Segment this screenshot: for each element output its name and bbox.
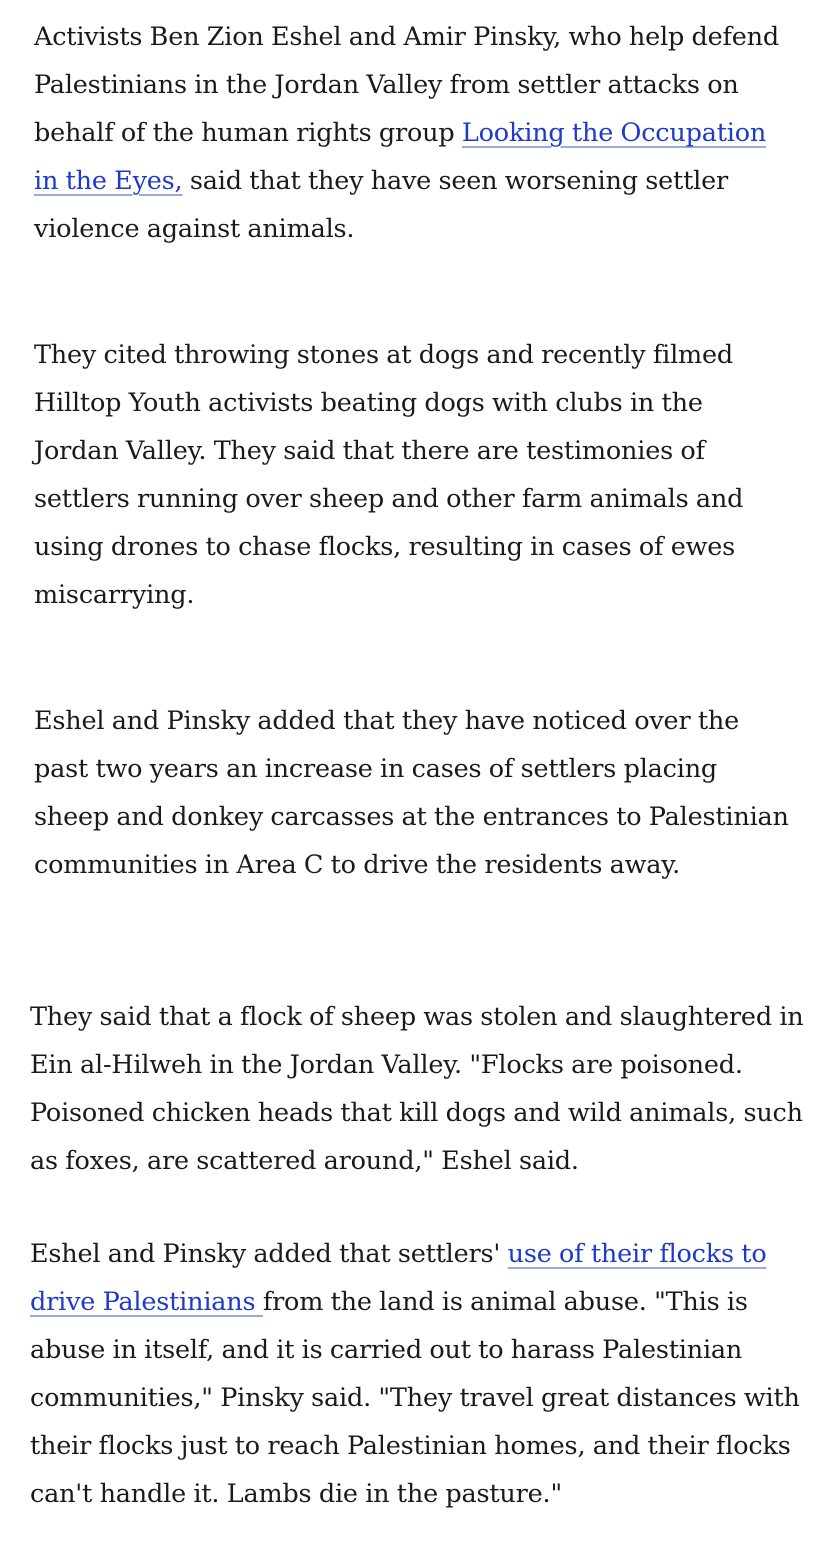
- paragraph-stones-dogs: They cited throwing stones at dogs and recently filmed Hilltop Youth activists beating dogs with clubs in the Jordan Valley. They said that there are testimonies of settlers running over sheep and other farm animals and using drones to chase flocks, resulting in cases of ewes miscarrying.: [34, 340, 744, 610]
- link-looking-the-occupation-in-the-eyes[interactable]: Looking the Occupation in the Eyes,: [34, 118, 767, 196]
- paragraph-flock-stolen: They said that a flock of sheep was stolen and slaughtered in Ein al-Hilweh in the Jordan Valley. "Flocks are poisoned. Poisoned chicken heads that kill dogs and wild animals, such as foxes, are scattered around," Eshel said.: [30, 1002, 804, 1176]
- paragraph-carcasses: Eshel and Pinsky added that they have noticed over the past two years an increase in cases of settlers placing sheep and donkey carcasses at the entrances to Palestinian communities in Area C to drive the residents away.: [34, 706, 789, 880]
- paragraph-flocks-abuse: [30, 1230, 810, 1518]
- paragraph-activists: [34, 13, 794, 253]
- paragraph-text: from the land is animal abuse. "This is abuse in itself, and it is carried out to harass Palestinian communities," Pinsky said. "They travel great distances with their flocks just to reach Palestinian homes, and their flocks can't handle it. Lambs die in the pasture.": [30, 1287, 800, 1509]
- paragraph-text: Activists Ben Zion Eshel and Amir Pinsky, who help defend Palestinians in the Jordan Valley from settler attacks on behalf of the human rights group: [34, 22, 779, 148]
- paragraph-text: said that they have seen worsening settler violence against animals.: [34, 166, 728, 244]
- link-use-of-their-flocks[interactable]: use of their flocks to drive Palestinians: [30, 1239, 767, 1317]
- paragraph-text: Eshel and Pinsky added that settlers': [30, 1239, 508, 1269]
